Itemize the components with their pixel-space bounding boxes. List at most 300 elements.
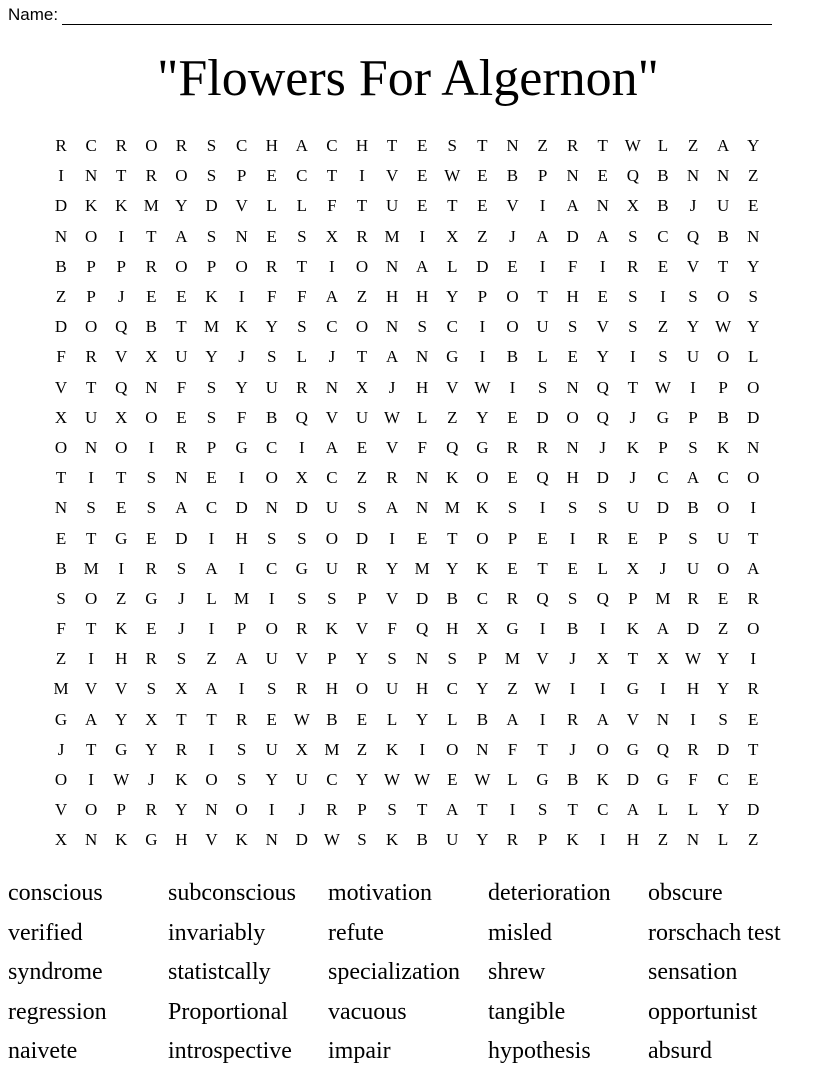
grid-letter: I xyxy=(479,317,486,337)
grid-letter: S xyxy=(297,528,307,548)
grid-letter: O xyxy=(716,287,730,307)
grid-letter: T xyxy=(386,136,398,156)
grid-letter: N xyxy=(566,166,579,186)
grid-letter: G xyxy=(656,407,670,427)
grid-letter: C xyxy=(205,498,218,518)
grid-letter: J xyxy=(178,619,185,639)
grid-letter: N xyxy=(416,347,429,367)
grid-letter: F xyxy=(56,347,66,367)
word-bank-item: subconscious xyxy=(168,880,296,906)
grid-letter: L xyxy=(507,770,518,790)
grid-letter: G xyxy=(115,739,128,759)
grid-letter: O xyxy=(506,317,519,337)
grid-letter: T xyxy=(176,709,187,729)
grid-letter: R xyxy=(85,347,97,367)
grid-letter: K xyxy=(115,196,128,216)
grid-letter: N xyxy=(416,468,429,488)
grid-letter: Q xyxy=(596,588,609,608)
grid-letter: R xyxy=(296,619,308,639)
grid-letter: H xyxy=(416,287,429,307)
grid-letter: A xyxy=(205,679,218,699)
grid-letter: I xyxy=(389,528,395,548)
grid-letter: D xyxy=(175,528,188,548)
grid-letter: Y xyxy=(145,739,158,759)
grid-letter: V xyxy=(115,347,128,367)
grid-letter: S xyxy=(447,136,457,156)
grid-letter: E xyxy=(116,498,127,518)
grid-letter: V xyxy=(115,679,128,699)
grid-letter: O xyxy=(476,528,489,548)
grid-letter: S xyxy=(357,498,367,518)
word-bank-item: Proportional xyxy=(168,998,288,1025)
grid-letter: P xyxy=(537,830,548,850)
grid-letter: I xyxy=(238,287,245,307)
grid-letter: O xyxy=(85,317,98,337)
grid-letter: L xyxy=(748,347,759,367)
grid-letter: L xyxy=(537,347,548,367)
grid-letter: R xyxy=(506,830,519,850)
name-blank-line[interactable] xyxy=(62,6,772,25)
grid-letter: C xyxy=(717,770,729,790)
grid-letter: L xyxy=(717,830,729,850)
grid-letter: W xyxy=(474,377,491,397)
word-bank-item: sensation xyxy=(648,959,738,986)
grid-letter: E xyxy=(447,770,458,790)
grid-letter: C xyxy=(717,468,729,488)
grid-letter: T xyxy=(85,619,97,639)
grid-letter: I xyxy=(88,468,94,488)
grid-letter: U xyxy=(686,347,700,367)
grid-letter: N xyxy=(747,226,760,246)
grid-letter: F xyxy=(507,739,518,759)
grid-letter: E xyxy=(477,166,488,186)
grid-letter: R xyxy=(687,739,699,759)
grid-letter: I xyxy=(539,256,546,276)
grid-letter: J xyxy=(178,588,185,608)
grid-letter: S xyxy=(628,287,638,307)
grid-letter: G xyxy=(476,437,489,457)
grid-letter: E xyxy=(146,619,157,639)
grid-letter: I xyxy=(539,196,546,216)
grid-letter: Z xyxy=(477,226,488,246)
grid-letter: N xyxy=(686,166,700,186)
grid-letter: U xyxy=(325,498,339,518)
grid-letter: Y xyxy=(476,407,489,427)
grid-letter: Q xyxy=(536,468,549,488)
grid-letter: S xyxy=(658,347,668,367)
grid-letter: X xyxy=(596,649,609,669)
grid-letter: L xyxy=(386,709,398,729)
grid-letter: O xyxy=(145,136,158,156)
grid-letter: I xyxy=(539,619,546,639)
grid-letter: I xyxy=(268,588,275,608)
grid-letter: C xyxy=(85,136,97,156)
grid-letter: C xyxy=(266,558,278,578)
grid-letter: N xyxy=(656,709,670,729)
grid-letter: U xyxy=(85,407,98,427)
grid-letter: O xyxy=(747,619,760,639)
grid-letter: N xyxy=(85,166,98,186)
grid-letter: X xyxy=(355,377,369,397)
grid-letter: P xyxy=(507,528,518,548)
word-bank-item: specialization xyxy=(328,959,460,986)
grid-letter: Y xyxy=(686,317,700,337)
grid-letter: S xyxy=(266,679,277,699)
grid-letter: A xyxy=(205,558,218,578)
grid-letter: A xyxy=(85,709,98,729)
grid-letter: I xyxy=(329,256,335,276)
grid-letter: K xyxy=(235,830,248,850)
grid-letter: Y xyxy=(416,709,429,729)
word-bank-item: statistcally xyxy=(168,959,271,986)
grid-letter: B xyxy=(55,256,67,276)
grid-letter: I xyxy=(509,377,516,397)
grid-letter: B xyxy=(446,588,458,608)
grid-letter: V xyxy=(536,649,549,669)
grid-letter: W xyxy=(414,770,431,790)
grid-letter: J xyxy=(689,196,697,216)
grid-letter: F xyxy=(56,619,66,639)
grid-letter: E xyxy=(507,407,518,427)
grid-letter: S xyxy=(266,347,277,367)
grid-letter: K xyxy=(205,287,218,307)
grid-letter: Y xyxy=(175,196,188,216)
grid-letter: O xyxy=(716,558,730,578)
grid-letter: I xyxy=(238,468,245,488)
grid-letter: O xyxy=(355,256,369,276)
grid-letter: D xyxy=(416,588,429,608)
grid-letter: U xyxy=(265,649,278,669)
grid-letter: I xyxy=(58,166,64,186)
grid-letter: V xyxy=(205,830,218,850)
grid-letter: A xyxy=(536,226,549,246)
grid-letter: I xyxy=(599,830,606,850)
grid-letter: A xyxy=(385,347,399,367)
word-bank-item: hypothesis xyxy=(488,1038,591,1065)
grid-letter: V xyxy=(506,196,519,216)
grid-letter: J xyxy=(569,739,576,759)
grid-letter: L xyxy=(657,800,669,820)
grid-letter: Q xyxy=(536,588,549,608)
grid-letter: Z xyxy=(55,287,67,307)
grid-letter: Z xyxy=(116,588,127,608)
grid-letter: J xyxy=(388,377,396,397)
word-bank-item: opportunist xyxy=(648,998,758,1025)
word-bank-item: misled xyxy=(488,919,552,946)
grid-letter: E xyxy=(507,468,518,488)
grid-letter: R xyxy=(145,256,157,276)
grid-letter: A xyxy=(506,709,519,729)
grid-letter: E xyxy=(176,407,187,427)
grid-letter: Y xyxy=(747,317,760,337)
grid-letter: T xyxy=(748,528,759,548)
grid-letter: D xyxy=(626,770,639,790)
grid-letter: X xyxy=(295,739,308,759)
grid-letter: B xyxy=(506,347,519,367)
grid-letter: I xyxy=(599,619,606,639)
grid-letter: E xyxy=(416,166,428,186)
grid-letter: O xyxy=(175,166,188,186)
grid-letter: L xyxy=(206,588,217,608)
grid-letter: T xyxy=(627,377,639,397)
grid-letter: D xyxy=(716,739,730,759)
grid-letter: S xyxy=(417,317,427,337)
grid-letter: D xyxy=(235,498,248,518)
grid-letter: M xyxy=(655,588,671,608)
grid-letter: E xyxy=(55,528,67,548)
word-bank-item: deterioration xyxy=(488,880,611,906)
grid-letter: D xyxy=(686,619,700,639)
grid-letter: F xyxy=(387,619,397,639)
grid-letter: E xyxy=(748,770,759,790)
grid-letter: H xyxy=(355,136,369,156)
grid-letter: A xyxy=(325,287,339,307)
grid-letter: H xyxy=(175,830,188,850)
grid-letter: B xyxy=(55,558,67,578)
grid-letter: T xyxy=(85,377,97,397)
grid-letter: E xyxy=(266,226,277,246)
grid-letter: Y xyxy=(385,558,399,578)
grid-letter: E xyxy=(567,347,578,367)
grid-letter: T xyxy=(116,468,127,488)
grid-letter: O xyxy=(235,800,248,820)
grid-letter: S xyxy=(357,830,367,850)
grid-letter: E xyxy=(416,196,428,216)
grid-letter: M xyxy=(444,498,460,518)
grid-letter: W xyxy=(444,166,461,186)
grid-letter: A xyxy=(295,136,308,156)
grid-letter: Q xyxy=(115,377,128,397)
grid-letter: N xyxy=(265,498,278,518)
grid-letter: C xyxy=(326,317,338,337)
grid-letter: T xyxy=(627,649,639,669)
grid-letter: Y xyxy=(115,709,128,729)
grid-letter: I xyxy=(690,709,696,729)
grid-letter: K xyxy=(115,830,128,850)
grid-letter: G xyxy=(235,437,248,457)
grid-letter: C xyxy=(296,166,308,186)
name-label: Name: xyxy=(8,5,59,24)
grid-letter: S xyxy=(266,528,277,548)
grid-letter: Z xyxy=(507,679,518,699)
grid-letter: H xyxy=(446,619,459,639)
grid-letter: A xyxy=(596,226,609,246)
grid-letter: I xyxy=(690,377,696,397)
grid-letter: J xyxy=(298,800,306,820)
grid-letter: D xyxy=(355,528,369,548)
grid-letter: T xyxy=(55,468,67,488)
grid-letter: I xyxy=(419,739,425,759)
grid-letter: T xyxy=(356,196,368,216)
grid-letter: R xyxy=(296,679,308,699)
grid-letter: X xyxy=(626,558,639,578)
grid-letter: M xyxy=(414,558,430,578)
grid-letter: V xyxy=(325,407,339,427)
grid-letter: A xyxy=(747,558,760,578)
grid-letter: P xyxy=(236,166,247,186)
grid-letter: Z xyxy=(748,166,759,186)
grid-letter: E xyxy=(597,166,608,186)
grid-letter: B xyxy=(476,709,489,729)
grid-letter: R xyxy=(536,437,549,457)
grid-letter: P xyxy=(718,377,728,397)
word-bank-item: regression xyxy=(8,998,107,1025)
grid-letter: K xyxy=(476,498,489,518)
grid-letter: V xyxy=(385,588,399,608)
grid-letter: Q xyxy=(596,407,609,427)
grid-letter: V xyxy=(596,317,609,337)
grid-letter: K xyxy=(446,468,459,488)
grid-letter: W xyxy=(384,770,401,790)
grid-letter: J xyxy=(599,437,607,457)
grid-letter: D xyxy=(596,468,609,488)
grid-letter: I xyxy=(238,679,245,699)
grid-letter: C xyxy=(326,136,338,156)
grid-letter: H xyxy=(265,136,278,156)
grid-letter: V xyxy=(54,800,68,820)
grid-letter: T xyxy=(85,528,97,548)
grid-letter: I xyxy=(569,679,576,699)
grid-letter: S xyxy=(297,226,307,246)
grid-letter: U xyxy=(385,679,399,699)
grid-letter: O xyxy=(446,739,459,759)
grid-letter: Z xyxy=(356,739,368,759)
page-title: "Flowers For Algernon" xyxy=(157,50,659,107)
grid-letter: U xyxy=(446,830,459,850)
grid-letter: E xyxy=(537,528,548,548)
grid-letter: D xyxy=(566,226,579,246)
grid-letter: N xyxy=(506,136,519,156)
grid-letter: S xyxy=(567,498,578,518)
grid-letter: I xyxy=(660,679,666,699)
grid-letter: O xyxy=(265,468,278,488)
grid-letter: I xyxy=(750,649,757,669)
grid-letter: S xyxy=(86,498,96,518)
grid-letter: K xyxy=(596,770,609,790)
grid-letter: D xyxy=(747,800,760,820)
grid-letter: N xyxy=(385,256,399,276)
grid-letter: U xyxy=(175,347,188,367)
grid-letter: X xyxy=(54,830,68,850)
grid-letter: X xyxy=(325,226,339,246)
grid-letter: E xyxy=(266,166,277,186)
grid-letter: S xyxy=(748,287,758,307)
grid-letter: S xyxy=(176,649,187,669)
grid-letter: G xyxy=(145,830,158,850)
grid-letter: Z xyxy=(206,649,217,669)
grid-letter: H xyxy=(385,287,399,307)
grid-letter: R xyxy=(356,226,368,246)
word-bank-item: rorschach test xyxy=(648,919,781,946)
grid-letter: Y xyxy=(446,287,459,307)
grid-letter: E xyxy=(717,588,729,608)
grid-letter: S xyxy=(176,558,187,578)
grid-letter: B xyxy=(657,196,669,216)
grid-letter: T xyxy=(537,287,548,307)
grid-letter: Y xyxy=(205,347,218,367)
grid-letter: U xyxy=(626,498,639,518)
grid-letter: E xyxy=(567,558,578,578)
grid-letter: R xyxy=(55,136,67,156)
grid-letter: I xyxy=(268,800,275,820)
grid-letter: A xyxy=(385,498,399,518)
grid-letter: L xyxy=(296,347,307,367)
grid-letter: W xyxy=(384,407,401,427)
grid-letter: U xyxy=(295,770,308,790)
grid-letter: I xyxy=(298,437,305,457)
grid-letter: X xyxy=(446,226,459,246)
grid-letter: M xyxy=(384,226,400,246)
grid-letter: A xyxy=(446,800,459,820)
grid-letter: S xyxy=(387,800,397,820)
grid-letter: E xyxy=(748,709,759,729)
grid-letter: A xyxy=(716,136,730,156)
grid-letter: R xyxy=(506,588,519,608)
grid-letter: B xyxy=(145,317,157,337)
grid-letter: V xyxy=(446,377,459,397)
grid-letter: E xyxy=(146,287,157,307)
grid-letter: G xyxy=(626,739,639,759)
grid-letter: W xyxy=(684,649,702,669)
grid-letter: X xyxy=(115,407,128,427)
grid-letter: F xyxy=(176,377,187,397)
grid-letter: U xyxy=(716,196,730,216)
grid-letter: L xyxy=(657,136,669,156)
grid-letter: H xyxy=(566,287,579,307)
grid-letter: C xyxy=(476,588,489,608)
grid-letter: I xyxy=(539,709,546,729)
grid-letter: Q xyxy=(115,317,128,337)
grid-letter: T xyxy=(447,528,458,548)
grid-letter: S xyxy=(327,588,337,608)
grid-letter: L xyxy=(447,709,458,729)
grid-letter: F xyxy=(236,407,247,427)
grid-letter: A xyxy=(686,468,700,488)
grid-letter: J xyxy=(509,226,516,246)
grid-letter: C xyxy=(266,437,278,457)
grid-letter: R xyxy=(747,588,759,608)
grid-letter: M xyxy=(143,196,159,216)
grid-letter: P xyxy=(236,619,247,639)
grid-letter: V xyxy=(626,709,639,729)
grid-letter: M xyxy=(504,649,521,669)
grid-letter: P xyxy=(658,528,668,548)
grid-letter: R xyxy=(326,800,338,820)
grid-letter: C xyxy=(446,317,458,337)
grid-letter: M xyxy=(53,679,69,699)
grid-letter: P xyxy=(477,649,488,669)
grid-letter: K xyxy=(85,196,98,216)
grid-letter: K xyxy=(175,770,188,790)
grid-letter: N xyxy=(235,226,248,246)
grid-letter: M xyxy=(324,739,340,759)
grid-letter: N xyxy=(175,468,188,488)
grid-letter: N xyxy=(476,739,489,759)
grid-letter: P xyxy=(327,649,337,669)
grid-letter: Q xyxy=(686,226,700,246)
word-bank xyxy=(8,875,808,1073)
grid-letter: L xyxy=(687,800,699,820)
grid-letter: R xyxy=(386,468,398,488)
grid-letter: Y xyxy=(355,649,369,669)
grid-letter: S xyxy=(688,437,698,457)
grid-letter: O xyxy=(85,800,98,820)
grid-letter: O xyxy=(115,437,128,457)
grid-letter: D xyxy=(295,830,308,850)
grid-letter: D xyxy=(536,407,549,427)
grid-letter: S xyxy=(146,498,157,518)
grid-letter: S xyxy=(507,498,518,518)
